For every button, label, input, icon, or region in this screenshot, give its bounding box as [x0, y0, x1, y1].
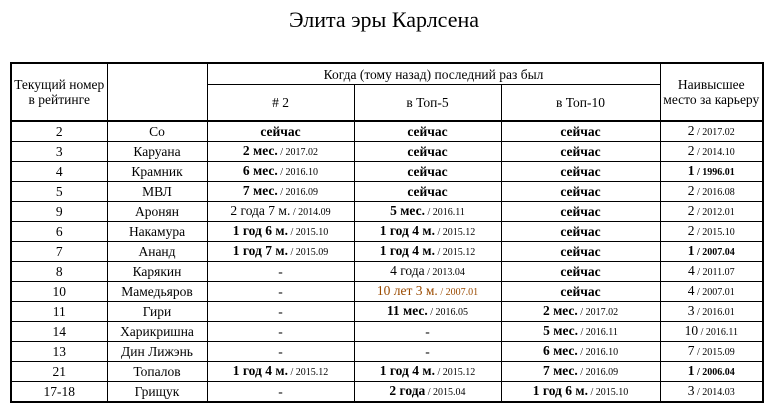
table-row [11, 121, 763, 142]
best-date: / 2015.09 [694, 347, 735, 358]
best-cell [660, 362, 763, 382]
top10-date: / 2016.10 [577, 347, 619, 358]
top5-date: / 2013.04 [424, 267, 465, 278]
current-rank-cell: 14 [11, 322, 107, 342]
top5-value: сейчас [407, 124, 448, 139]
best-cell [660, 202, 763, 222]
top5-cell [354, 302, 501, 322]
no2-date: / 2017.02 [277, 147, 319, 158]
best-value: 1 [687, 363, 695, 378]
top10-value: сейчас [560, 184, 601, 199]
best-value: 3 [687, 303, 695, 318]
current-rank-cell: 10 [11, 282, 107, 302]
best-date: / 2006.04 [694, 367, 735, 378]
top10-value: 7 мес. [542, 363, 578, 378]
best-date: / 2007.04 [694, 247, 735, 258]
top5-value: сейчас [407, 164, 448, 179]
current-rank-cell: 9 [11, 202, 107, 222]
no2-cell [207, 302, 354, 322]
header-when: Когда (тому назад) последний раз был [207, 63, 660, 85]
best-cell [660, 142, 763, 162]
no2-cell [207, 142, 354, 162]
no2-value: 2 года 7 м. [230, 203, 291, 218]
player-name-cell: Каруана [107, 142, 207, 162]
top5-cell [354, 222, 501, 242]
no2-value: - [278, 344, 283, 359]
top10-cell [501, 302, 660, 322]
best-date: / 2016.08 [694, 187, 735, 198]
top10-value: 6 мес. [542, 343, 578, 358]
player-name-cell: Мамедьяров [107, 282, 207, 302]
no2-value: - [278, 324, 283, 339]
no2-cell [207, 202, 354, 222]
header-top5: в Топ-5 [354, 85, 501, 122]
top5-value: 2 года [389, 383, 426, 398]
table-row [11, 362, 763, 382]
best-cell [660, 382, 763, 403]
top10-cell [501, 322, 660, 342]
best-cell [660, 182, 763, 202]
top5-cell [354, 242, 501, 262]
no2-value: 1 год 6 м. [232, 223, 288, 238]
player-name-cell: Гири [107, 302, 207, 322]
table-row [11, 262, 763, 282]
best-cell [660, 322, 763, 342]
best-date: / 2011.07 [694, 267, 735, 278]
best-cell [660, 162, 763, 182]
player-name-cell: Крамник [107, 162, 207, 182]
no2-value: - [278, 284, 283, 299]
top5-cell [354, 382, 501, 403]
top10-cell [501, 362, 660, 382]
header-best-rank: Наивысшее место за карьеру [660, 63, 763, 121]
top10-date: / 2016.11 [577, 327, 618, 338]
header-name [107, 63, 207, 121]
player-name-cell: Грищук [107, 382, 207, 403]
top10-value: 2 мес. [542, 303, 578, 318]
top5-value: 1 год 4 м. [379, 363, 435, 378]
ranking-table [10, 62, 764, 403]
top5-value: сейчас [407, 144, 448, 159]
top10-value: сейчас [560, 124, 601, 139]
player-name-cell: МВЛ [107, 182, 207, 202]
no2-value: - [278, 384, 283, 399]
top10-cell [501, 202, 660, 222]
current-rank-cell: 21 [11, 362, 107, 382]
top5-date: / 2007.01 [437, 287, 479, 298]
best-date: / 2016.11 [698, 327, 738, 338]
no2-value: сейчас [260, 124, 301, 139]
best-date: / 2015.10 [694, 227, 735, 238]
no2-date: / 2015.09 [287, 247, 329, 258]
top5-cell [354, 322, 501, 342]
no2-cell [207, 121, 354, 142]
top5-date: / 2015.12 [434, 227, 476, 238]
best-value: 2 [687, 123, 695, 138]
top5-date: / 2015.12 [434, 367, 476, 378]
current-rank-cell: 3 [11, 142, 107, 162]
table-row [11, 282, 763, 302]
best-cell [660, 242, 763, 262]
best-date: / 2014.03 [694, 387, 735, 398]
no2-value: - [278, 264, 283, 279]
table-row [11, 342, 763, 362]
top10-cell [501, 182, 660, 202]
top5-value: - [425, 324, 430, 339]
top5-date: / 2015.12 [434, 247, 476, 258]
player-name-cell: Харикришна [107, 322, 207, 342]
top10-value: сейчас [560, 164, 601, 179]
no2-cell [207, 342, 354, 362]
best-value: 4 [687, 283, 695, 298]
no2-date: / 2016.10 [277, 167, 319, 178]
no2-cell [207, 322, 354, 342]
top10-value: сейчас [560, 264, 601, 279]
best-value: 7 [687, 343, 695, 358]
best-cell [660, 302, 763, 322]
no2-date: / 2014.09 [290, 207, 331, 218]
table-row [11, 162, 763, 182]
best-value: 2 [687, 203, 695, 218]
top5-cell [354, 142, 501, 162]
table-body [11, 121, 763, 402]
player-name-cell: Топалов [107, 362, 207, 382]
top5-value: 1 год 4 м. [379, 243, 435, 258]
top5-date: / 2016.05 [427, 307, 469, 318]
header-top10: в Топ-10 [501, 85, 660, 122]
no2-value: 1 год 7 м. [232, 243, 288, 258]
table-row [11, 202, 763, 222]
best-cell [660, 342, 763, 362]
current-rank-cell: 11 [11, 302, 107, 322]
header-current-rank: Текущий номер в рейтинге [11, 63, 107, 121]
top5-value: 4 года [390, 263, 425, 278]
top10-date: / 2016.09 [577, 367, 619, 378]
best-cell [660, 121, 763, 142]
player-name-cell: Накамура [107, 222, 207, 242]
top5-cell [354, 202, 501, 222]
current-rank-cell: 5 [11, 182, 107, 202]
current-rank-cell: 7 [11, 242, 107, 262]
no2-cell [207, 382, 354, 403]
player-name-cell: Ананд [107, 242, 207, 262]
top10-value: сейчас [560, 244, 601, 259]
top10-cell [501, 262, 660, 282]
top5-value: - [425, 344, 430, 359]
no2-cell [207, 162, 354, 182]
top10-date: / 2015.10 [587, 387, 629, 398]
no2-date: / 2016.09 [277, 187, 319, 198]
top10-cell [501, 121, 660, 142]
top5-cell [354, 342, 501, 362]
best-value: 2 [687, 223, 695, 238]
top10-value: 1 год 6 м. [532, 383, 588, 398]
top10-value: сейчас [560, 144, 601, 159]
no2-value: 7 мес. [242, 183, 278, 198]
table-row [11, 142, 763, 162]
player-name-cell: Карякин [107, 262, 207, 282]
top5-date: / 2015.04 [425, 387, 466, 398]
best-date: / 2016.01 [694, 307, 735, 318]
current-rank-cell: 4 [11, 162, 107, 182]
no2-date: / 2015.12 [287, 367, 329, 378]
best-cell [660, 262, 763, 282]
top10-cell [501, 242, 660, 262]
best-value: 4 [687, 263, 695, 278]
top5-cell [354, 162, 501, 182]
no2-date: / 2015.10 [287, 227, 329, 238]
best-value: 1 [687, 243, 695, 258]
top5-value: 1 год 4 м. [379, 223, 435, 238]
player-name-cell: Со [107, 121, 207, 142]
top10-cell [501, 142, 660, 162]
current-rank-cell: 17-18 [11, 382, 107, 403]
top5-cell [354, 362, 501, 382]
no2-value: 6 мес. [242, 163, 278, 178]
best-date: / 2007.01 [694, 287, 735, 298]
no2-value: 1 год 4 м. [232, 363, 288, 378]
best-date: / 2014.10 [694, 147, 735, 158]
no2-value: 2 мес. [242, 143, 278, 158]
top5-value: 11 мес. [386, 303, 428, 318]
top10-value: сейчас [560, 284, 601, 299]
table-row [11, 242, 763, 262]
top10-value: сейчас [560, 204, 601, 219]
best-value: 2 [687, 143, 695, 158]
page-title: Элита эры Карлсена [288, 7, 480, 32]
best-value: 1 [687, 163, 695, 178]
top10-date: / 2017.02 [577, 307, 619, 318]
top5-cell [354, 182, 501, 202]
best-value: 10 [684, 323, 699, 338]
current-rank-cell: 6 [11, 222, 107, 242]
best-value: 3 [687, 383, 695, 398]
best-date: / 2012.01 [694, 207, 735, 218]
best-cell [660, 222, 763, 242]
current-rank-cell: 2 [11, 121, 107, 142]
table-row [11, 322, 763, 342]
table-row [11, 222, 763, 242]
best-cell [660, 282, 763, 302]
top5-value: 5 мес. [390, 203, 425, 218]
table-row [11, 302, 763, 322]
top5-value: сейчас [407, 184, 448, 199]
top10-value: сейчас [560, 224, 601, 239]
no2-cell [207, 362, 354, 382]
no2-cell [207, 242, 354, 262]
best-date: / 1996.01 [694, 167, 735, 178]
no2-value: - [278, 304, 283, 319]
current-rank-cell: 13 [11, 342, 107, 362]
top5-cell [354, 262, 501, 282]
top5-cell [354, 282, 501, 302]
player-name-cell: Аронян [107, 202, 207, 222]
no2-cell [207, 222, 354, 242]
best-date: / 2017.02 [694, 127, 735, 138]
top10-cell [501, 162, 660, 182]
table-header [11, 63, 763, 121]
current-rank-cell: 8 [11, 262, 107, 282]
no2-cell [207, 282, 354, 302]
top10-cell [501, 282, 660, 302]
top10-cell [501, 222, 660, 242]
no2-cell [207, 182, 354, 202]
header-no2: # 2 [207, 85, 354, 122]
top10-cell [501, 342, 660, 362]
top10-value: 5 мес. [543, 323, 578, 338]
player-name-cell: Дин Лижэнь [107, 342, 207, 362]
top5-date: / 2016.11 [424, 207, 465, 218]
top5-value: 10 лет 3 м. [376, 283, 438, 298]
top5-cell [354, 121, 501, 142]
best-value: 2 [687, 183, 695, 198]
table-row [11, 382, 763, 403]
top10-cell [501, 382, 660, 403]
table-row [11, 182, 763, 202]
no2-cell [207, 262, 354, 282]
